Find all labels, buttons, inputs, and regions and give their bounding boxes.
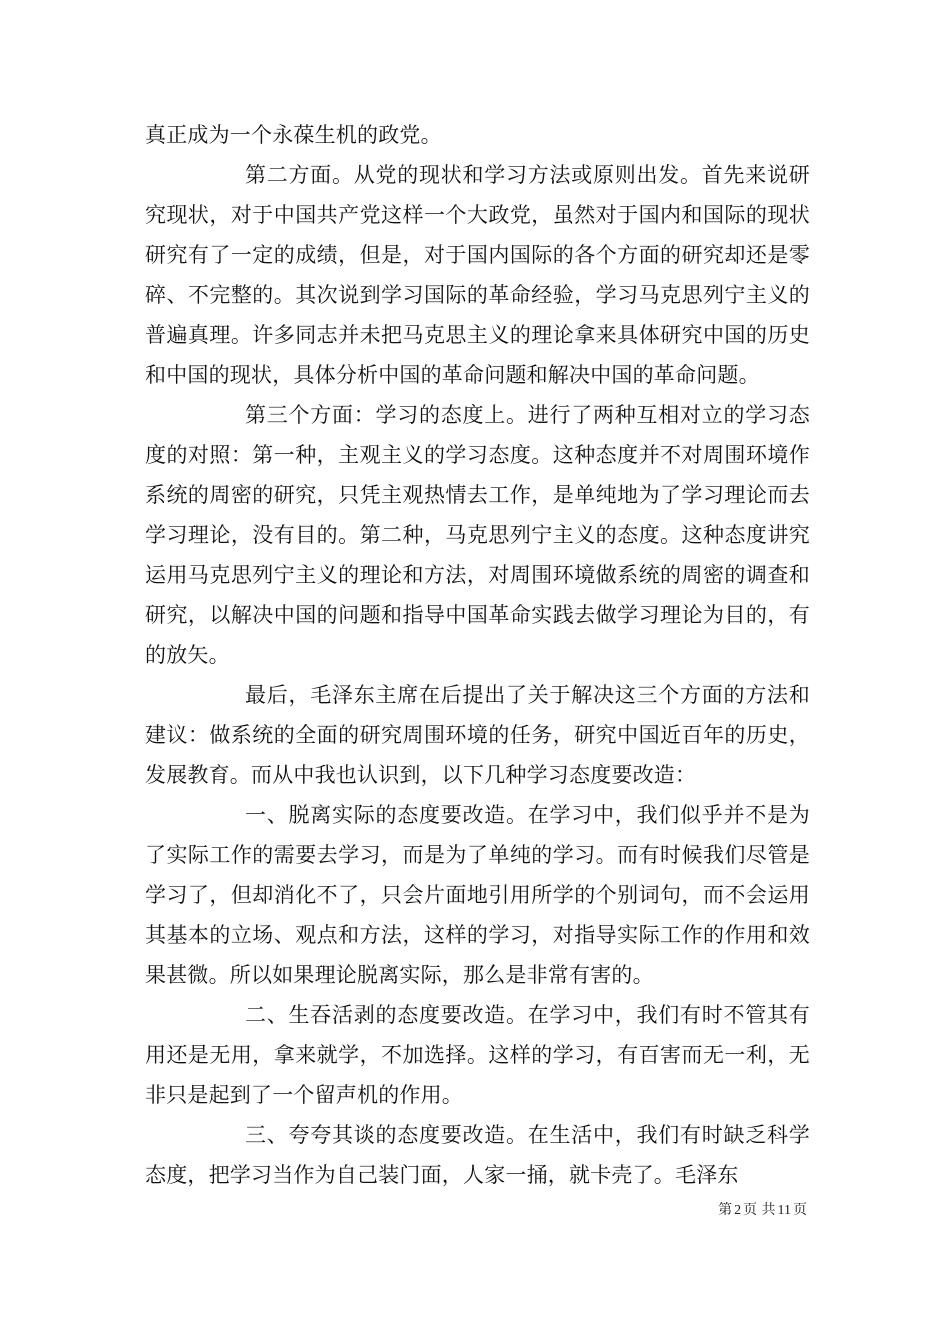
page-number-footer bbox=[718, 1201, 807, 1220]
paragraph-2: 第二方面。从党的现状和学习方法或原则出发。首先来说研究现状，对于中国共产党这样一个大政党，虽然对于国内和国际的现状研究有了一定的成绩，但是，对于国内国际的各个方面的研究却还是零碎、不完整的。其次说到学习国际的革命经验，学习马克思列宁主义的普遍真理。许多同志并未把马克思主义的理论拿来具体研究中国的历史和中国的现状，具体分析中国的革命问题和解决中国的革命问题。 bbox=[145, 163, 810, 387]
current-page-number: 2 bbox=[734, 1203, 742, 1218]
footer-middle: 页 共 bbox=[743, 1202, 776, 1218]
paragraph-1: 真正成为一个永葆生机的政党。 bbox=[145, 123, 442, 147]
paragraph-3: 第三个方面：学习的态度上。进行了两种互相对立的学习态度的对照：第一种，主观主义的学习态度。这种态度并不对周围环境作系统的周密的研究，只凭主观热情去工作，是单纯地为了学习理论而去学习理论，没有目的。第二种，马克思列宁主义的态度。这种态度讲究运用马克思列宁主义的理论和方法，对周围环境做系统的周密的调查和研究，以解决中国的问题和指导中国革命实践去做学习理论为目的，有的放矢。 bbox=[145, 403, 810, 667]
paragraph-6: 二、生吞活剥的态度要改造。在学习中，我们有时不管其有用还是无用，拿来就学，不加选择。这样的学习，有百害而无一利，无非只是起到了一个留声机的作用。 bbox=[145, 1003, 810, 1107]
paragraph-5: 一、脱离实际的态度要改造。在学习中，我们似乎并不是为了实际工作的需要去学习，而是为了单纯的学习。而有时候我们尽管是学习了，但却消化不了，只会片面地引用所学的个别词句，而不会运用其基本的立场、观点和方法，这样的学习，对指导实际工作的作用和效果甚微。所以如果理论脱离实际，那么是非常有害的。 bbox=[145, 803, 810, 987]
paragraph-4: 最后，毛泽东主席在后提出了关于解决这三个方面的方法和建议：做系统的全面的研究周围环境的任务，研究中国近百年的历史，发展教育。而从中我也认识到，以下几种学习态度要改造： bbox=[145, 683, 810, 787]
footer-suffix: 页 bbox=[793, 1202, 807, 1218]
document-body bbox=[145, 115, 810, 1195]
paragraph-7: 三、夸夸其谈的态度要改造。在生活中，我们有时缺乏科学态度，把学习当作为自己装门面，人家一捅，就卡壳了。毛泽东 bbox=[145, 1123, 810, 1187]
total-pages-number: 11 bbox=[777, 1203, 791, 1218]
footer-prefix: 第 bbox=[718, 1202, 733, 1218]
